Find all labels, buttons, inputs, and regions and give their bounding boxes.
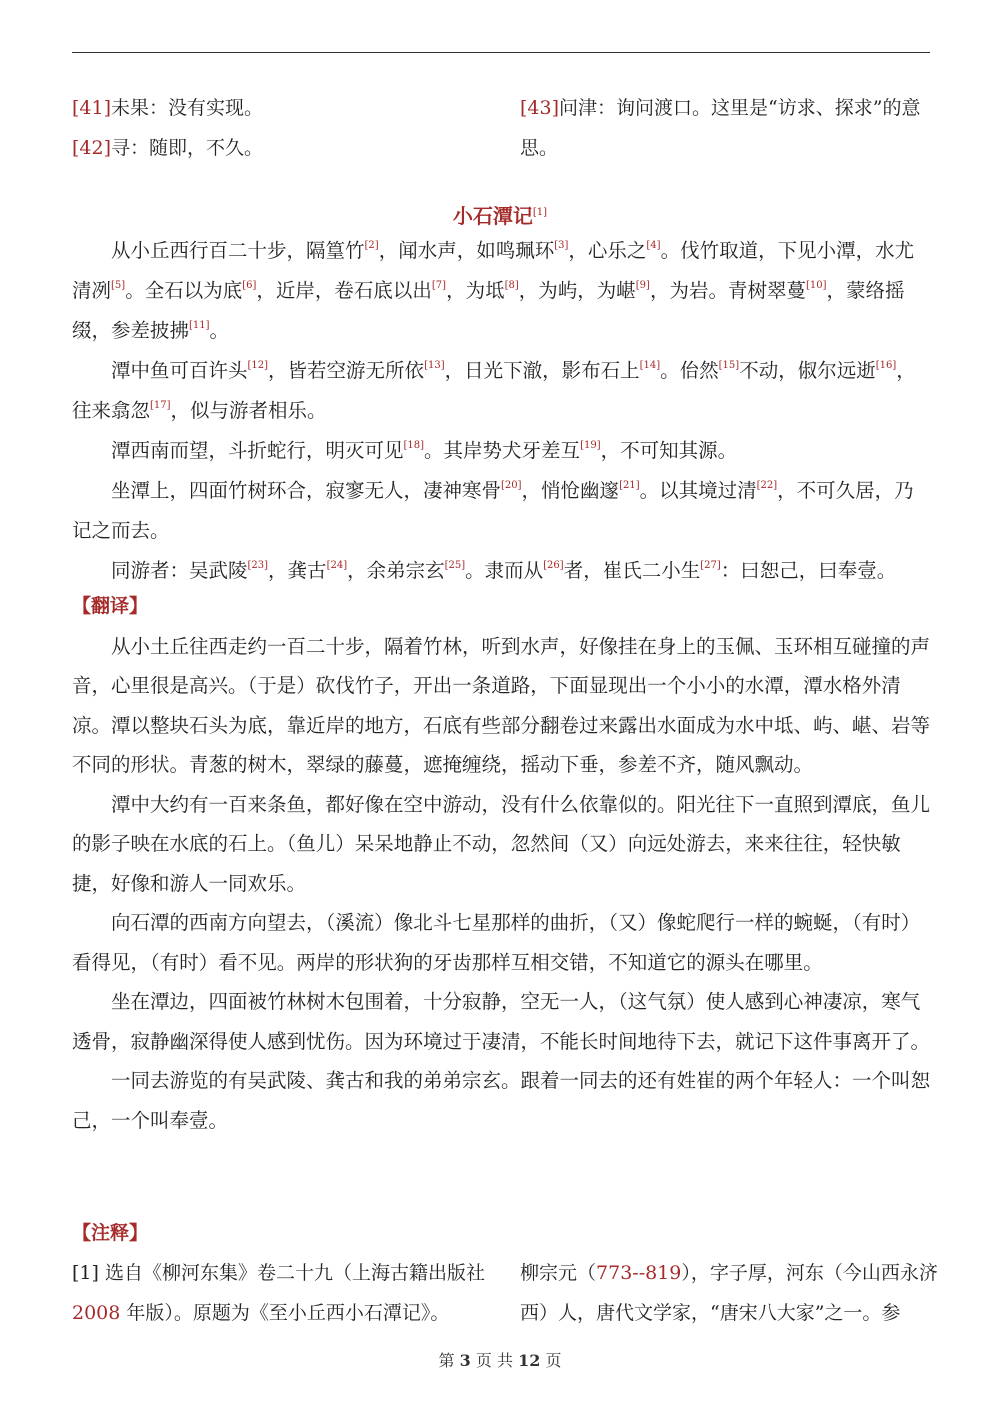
footnote-ref: [12] — [247, 360, 269, 371]
header-rule — [72, 52, 930, 53]
total-pages: 12 — [518, 1351, 541, 1370]
text-segment: 。佁然 — [660, 359, 719, 382]
footnote-ref: [14] — [639, 360, 661, 371]
title-footnote-ref: [1] — [532, 207, 548, 218]
original-paragraph — [72, 231, 930, 351]
translation-heading: 【翻译】 — [72, 595, 149, 617]
text-segment: ，龚古 — [268, 559, 327, 582]
footnote-ref: [15] — [718, 360, 740, 371]
footnote-ref: [23] — [247, 560, 269, 571]
text-segment: 。以其境过清 — [639, 479, 757, 502]
translation-paragraph: 向石潭的西南方向望去，（溪流）像北斗七星那样的曲折，（又）像蛇爬行一样的蜿蜒，（有时）看得见，（有时）看不见。两岸的形状狗的牙齿那样互相交错，不知道它的源头在哪里。 — [72, 911, 921, 974]
footnote-ref: [18] — [403, 440, 425, 451]
notes-column-right — [520, 88, 940, 168]
footnote-ref: [9] — [635, 280, 650, 291]
page-title: 小石潭记[1] — [452, 204, 548, 228]
footnote-ref: [8] — [504, 280, 519, 291]
translation-paragraph: 一同去游览的有吴武陵、龚古和我的弟弟宗玄。跟着一同去的还有姓崔的两个年轻人：一个叫恕己，一个叫奉壹。 — [72, 1069, 931, 1132]
footnote-ref: [2] — [364, 240, 379, 251]
notes-heading: 【注释】 — [72, 1222, 149, 1244]
text-segment: ，闻水声，如鸣珮环 — [378, 239, 555, 262]
footnote-ref: [13] — [424, 360, 445, 371]
footnote-ref: [25] — [444, 560, 466, 571]
text-segment: ，不可知其源。 — [600, 439, 738, 462]
text-segment: 。其岸势犬牙差互 — [424, 439, 581, 462]
text-segment: ，皆若空游无所依 — [268, 359, 425, 382]
text-segment: 不动，俶尔远逝 — [739, 359, 876, 382]
footnote-ref: [4] — [646, 240, 661, 251]
footnote-ref: [22] — [756, 480, 778, 491]
original-paragraph — [72, 471, 930, 551]
translation-paragraph: 从小土丘往西走约一百二十步，隔着竹林，听到水声，好像挂在身上的玉佩、玉环相互碰撞的声音，心里很是高兴。（于是）砍伐竹子，开出一条道路，下面显现出一个小小的水潭，潭水格外清凉。潭以整块石头为底，靠近岸的地方，石底有些部分翻卷过来露出水面成为水中坻、屿、嵁、岩等不同的形状。青葱的树木，翠绿的藤蔓，遮掩缠绕，摇动下垂，参差不齐，随风飘动。 — [72, 634, 931, 776]
page-footer: 第 3 页 共 12 页 — [438, 1351, 562, 1370]
text-segment: 者，崔氏二小生 — [563, 559, 701, 582]
original-paragraph — [72, 431, 930, 471]
text-segment: ，似与游者相乐。 — [170, 399, 327, 422]
note-43: [43]问津：询问渡口。这里是“访求、探求”的意思。 — [520, 97, 921, 159]
text-segment: 。伐竹取道，下见小潭，水尤清冽 — [72, 239, 915, 302]
text-segment: 。隶而从 — [465, 559, 544, 582]
note-41: [41]未果：没有实现。 — [72, 97, 264, 119]
text-segment: ，蒙络摇缀，参差披拂 — [72, 279, 905, 342]
footnote-ref: [16] — [875, 360, 897, 371]
text-segment: 坐潭上，四面竹树环合，寂寥无人，凄神寒骨 — [111, 479, 502, 502]
text-segment: 同游者：吴武陵 — [111, 559, 248, 582]
text-segment: ，心乐之 — [568, 239, 647, 262]
translation-paragraph: 坐在潭边，四面被竹林树木包围着，十分寂静，空无一人，（这气氛）使人感到心神凄凉，寒气透骨，寂静幽深得使人感到忧伤。因为环境过于凄清，不能长时间地待下去，就记下这件事离开了。 — [72, 990, 931, 1053]
original-text — [72, 231, 930, 591]
footnote-ref: [20] — [501, 480, 522, 491]
footnote-ref: [17] — [150, 400, 171, 411]
footnote-ref: [27] — [700, 560, 721, 571]
footnote-ref: [11] — [189, 320, 210, 331]
notes-column-left — [72, 88, 492, 168]
text-segment: ：曰恕己，曰奉壹。 — [720, 559, 897, 582]
footnote-ref: [10] — [805, 280, 827, 291]
text-segment: 潭中鱼可百许头 — [111, 359, 248, 382]
current-page: 3 — [459, 1351, 471, 1370]
text-segment: 。全石以为底 — [125, 279, 243, 302]
text-segment: ，不可久居，乃记之而去。 — [72, 479, 914, 542]
text-segment: ，往来翕忽 — [72, 359, 916, 422]
note-1-right: 柳宗元（773--819），字子厚，河东（今山西永济西）人，唐代文学家，“唐宋八大家”之一。参 — [520, 1262, 938, 1324]
text-segment: ，悄怆幽邃 — [521, 479, 620, 502]
footnote-ref: [6] — [242, 280, 257, 291]
note-1-left: [1] 选自《柳河东集》卷二十九（上海古籍出版社 2008 年版）。原题为《至小丘西小石潭记》。 — [72, 1262, 485, 1324]
footnote-ref: [5] — [111, 280, 126, 291]
translation-section — [72, 587, 930, 1140]
footnote-ref: [3] — [554, 240, 569, 251]
text-segment: ，为屿，为嵁 — [518, 279, 636, 302]
footnote-ref: [21] — [619, 480, 640, 491]
text-segment: ，日光下澈，影布石上 — [444, 359, 640, 382]
text-segment: 潭西南而望，斗折蛇行，明灭可见 — [111, 439, 404, 462]
original-paragraph — [72, 551, 930, 591]
text-segment: 。 — [209, 319, 230, 342]
footnote-ref: [7] — [431, 280, 447, 291]
text-segment: ，为岩。青树翠蔓 — [649, 279, 806, 302]
original-paragraph — [72, 351, 930, 431]
footnote-ref: [19] — [580, 440, 601, 451]
translation-paragraph: 潭中大约有一百来条鱼，都好像在空中游动，没有什么依靠似的。阳光往下一直照到潭底，鱼儿的影子映在水底的石上。（鱼儿）呆呆地静止不动，忽然间（又）向远处游去，来来往往，轻快敏捷，好像和游人一同欢乐。 — [72, 792, 931, 895]
text-segment: ，近岸，卷石底以出 — [256, 279, 432, 302]
text-segment: 从小丘西行百二十步，隔篁竹 — [111, 239, 365, 262]
note-42: [42]寻：随即，不久。 — [72, 137, 264, 159]
text-segment: ，为坻 — [446, 279, 505, 302]
footnote-ref: [24] — [326, 560, 348, 571]
text-segment: ，余弟宗玄 — [347, 559, 445, 582]
footnote-ref: [26] — [543, 560, 564, 571]
